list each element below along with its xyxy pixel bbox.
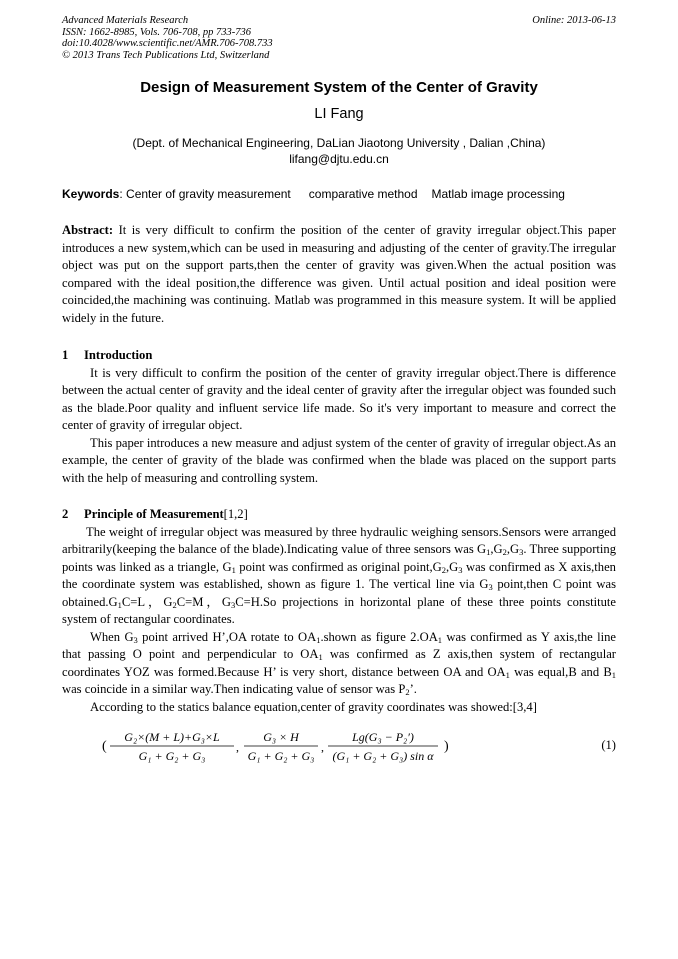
- section-title: Principle of Measurement: [84, 507, 224, 521]
- paragraph: When $G_3$ point arrived H’,OA rotate to $OA_1.shown$ as figure $2.OA_1$ was confirmed as Y axis,the line that passing O point and perpendicular to $OA_1$ was confirmed as Z axis,then system of rectangular coordinates YOZ was formed.Because H’ is very short, distance between OA and $OA_1$ was equal,B and $B_1$ was coincide in a similar way.Then indicating value of sensor was $P_2$’.: [62, 629, 617, 697]
- paragraph: The weight of irregular object was measured by three hydraulic weighing sensors.Sensors were arranged arbitrarily(keeping the balance of the blade).Indicating value of three sensors was $G_1,G_2,G_3$. Three supporting points was linked as a triangle, $G_1$ point was confirmed as original $point,G_2,G_3$ was confirmed as X axis,then the coordinate system was established, shown as figure 1. The vertical line via $G_3$ point,then C point was $obtained.G_1C=L$，$G_2C=M$，$G_3C=H.So$ projections in horizontal plane of these three points constitute system of rectangular coordinates.: [62, 524, 617, 626]
- eq-close-paren: ): [444, 739, 449, 754]
- copyright-line: © 2013 Trans Tech Publications Ltd, Switzerland: [62, 49, 270, 61]
- section-heading: [62, 347, 616, 365]
- affiliation: (Dept. of Mechanical Engineering, DaLian Jiaotong University , Dalian ,China): [132, 136, 546, 150]
- section-number: 2: [62, 507, 69, 521]
- equation-formula: [100, 727, 480, 767]
- section-heading: [62, 506, 616, 524]
- eq-open-paren: (: [102, 739, 107, 754]
- abstract-block: [62, 222, 616, 327]
- author-name: LI Fang: [314, 106, 364, 122]
- abstract-label: Abstract:: [62, 223, 114, 237]
- journal-header: [62, 15, 616, 61]
- paragraph: According to the statics balance equation,center of gravity coordinates was showed:[3,4]: [90, 699, 537, 714]
- keyword-item: Center of gravity measurement: [126, 187, 291, 201]
- affiliation-block: [62, 135, 616, 167]
- equation-1: [100, 727, 616, 767]
- equation-number: (1): [601, 738, 616, 752]
- eq-numerator-2: G₃ × H: [263, 730, 299, 744]
- eq-numerator-3: Lg(G₃ − P₂′): [352, 730, 414, 744]
- issn-line: ISSN: 1662-8985, Vols. 706-708, pp 733-736: [62, 26, 251, 38]
- doi-line: doi:10.4028/www.scientific.net/AMR.706-708.733: [62, 38, 273, 49]
- section-principle: [62, 506, 616, 716]
- keyword-item: comparative method: [308, 187, 418, 201]
- paragraph: It is very difficult to confirm the position of the center of gravity irregular object.There is difference between the actual center of gravity and the ideal center of gravity after the irregular object was founded such as the blade.Poor quality and influent service life made. So it's very important to measure and correct the center of gravity of irregular object.: [62, 365, 616, 432]
- paragraph: This paper introduces a new measure and adjust system of the center of gravity of irregular object.As an example, the center of gravity of the blade was confirmed when the blade was placed on the support parts with the help of measuring and controlling system.: [62, 435, 616, 485]
- section-introduction: [62, 347, 616, 487]
- eq-denominator-2: G₁ + G₂ + G₃: [247, 749, 315, 763]
- section-citation: [1,2]: [223, 507, 248, 521]
- keyword-item: Matlab image processing: [431, 187, 565, 201]
- eq-comma: ,: [236, 740, 239, 754]
- online-date: Online: 2013-06-13: [532, 15, 616, 26]
- paper-title: Design of Measurement System of the Center of Gravity: [140, 79, 538, 96]
- eq-comma: ,: [321, 740, 324, 754]
- abstract-text: It is very difficult to confirm the position of the center of gravity irregular object.This paper introduces a new system,which can be used in measuring and adjusting of the center of gravity.The irregular object was put on the support parts,then the center of gravity was given.When the actual position was compared with the ideal position,the difference was given. Until actual position and ideal position were coincided,the machining was continuing. Matlab was programmed in this measure system. It will be applied widely in the future.: [62, 223, 616, 325]
- eq-denominator-1: G₁ + G₂ + G₃: [138, 749, 206, 763]
- eq-numerator-1: G₂×(M + L)+G₃×L: [124, 730, 220, 744]
- keywords-label: Keywords: [62, 187, 120, 201]
- section-title: Introduction: [84, 348, 153, 362]
- journal-name: Advanced Materials Research: [62, 15, 189, 26]
- section-number: 1: [62, 348, 69, 362]
- author-email: lifang@djtu.edu.cn: [289, 152, 389, 166]
- keywords-line: Keywords: Center of gravity measurement comparative method Matlab image processing: [62, 187, 565, 201]
- eq-denominator-3: (G₁ + G₂ + G₃) sin α: [332, 749, 434, 763]
